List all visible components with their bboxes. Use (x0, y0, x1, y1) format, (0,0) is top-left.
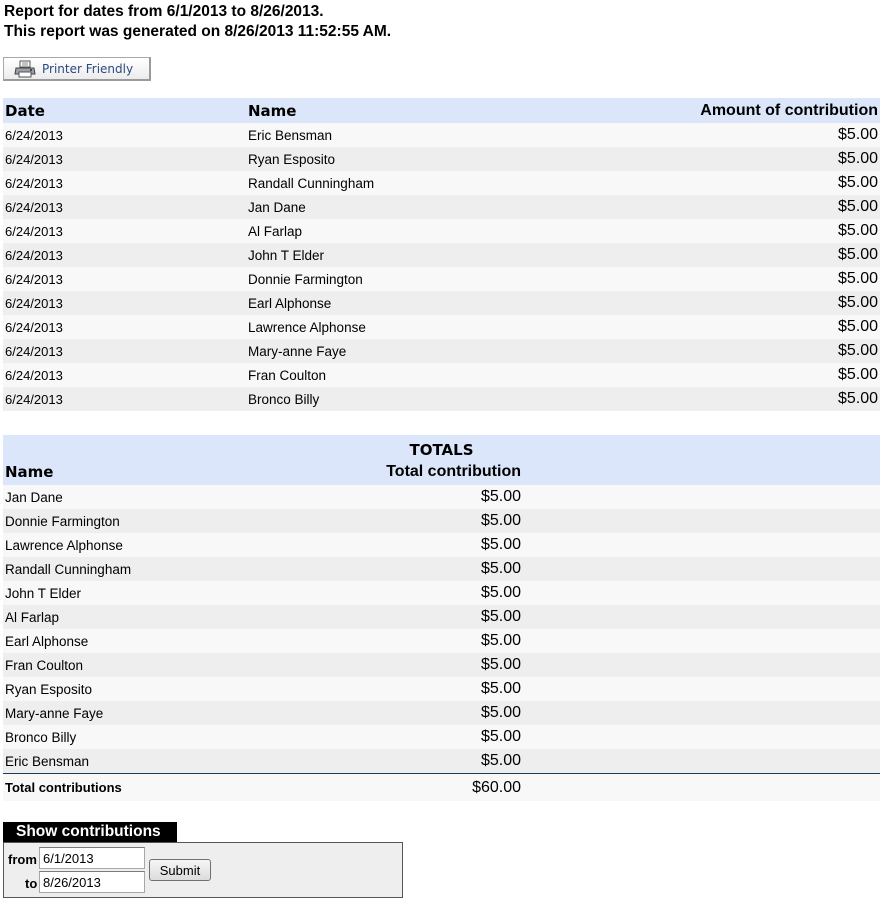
table-row (3, 171, 880, 195)
table-row (3, 387, 880, 411)
name-cell: Fran Coulton (246, 363, 511, 387)
total-cell: $5.00 (257, 605, 523, 629)
name-cell: John T Elder (3, 581, 257, 605)
column-header-spacer (523, 459, 880, 485)
total-contributions-label: Total contributions (3, 774, 257, 802)
report-table (3, 98, 880, 411)
report-header-row (3, 98, 880, 123)
table-row (3, 629, 880, 653)
spacer-cell (523, 701, 880, 725)
table-row (3, 195, 880, 219)
totals-summary-row (3, 774, 880, 802)
amount-cell: $5.00 (511, 339, 881, 363)
table-row (3, 533, 880, 557)
table-row (3, 605, 880, 629)
date-cell: 6/24/2013 (3, 123, 246, 147)
name-cell: Ryan Esposito (3, 677, 257, 701)
report-generated-time: This report was generated on 8/26/2013 11:52:55 AM. (4, 23, 392, 40)
amount-cell: $5.00 (511, 315, 881, 339)
total-cell: $5.00 (257, 701, 523, 725)
spacer-cell (523, 725, 880, 749)
total-cell: $5.00 (257, 485, 523, 509)
name-cell: Earl Alphonse (3, 629, 257, 653)
name-cell: Al Farlap (246, 219, 511, 243)
table-row (3, 509, 880, 533)
amount-cell: $5.00 (511, 267, 881, 291)
spacer-cell (523, 653, 880, 677)
table-row (3, 339, 880, 363)
amount-cell: $5.00 (511, 195, 881, 219)
column-header-total: Total contribution (257, 459, 523, 485)
spacer-cell (523, 677, 880, 701)
name-cell: Jan Dane (3, 485, 257, 509)
table-row (3, 315, 880, 339)
printer-friendly-button[interactable] (3, 57, 151, 81)
column-header-date: Date (3, 98, 246, 123)
spacer-cell (523, 749, 880, 774)
spacer-cell (523, 629, 880, 653)
spacer-cell (523, 509, 880, 533)
total-cell: $5.00 (257, 509, 523, 533)
name-cell: Earl Alphonse (246, 291, 511, 315)
to-label: to (25, 876, 38, 891)
date-cell: 6/24/2013 (3, 195, 246, 219)
table-row (3, 243, 880, 267)
date-cell: 6/24/2013 (3, 147, 246, 171)
summary-spacer (523, 774, 880, 802)
name-cell: Eric Bensman (246, 123, 511, 147)
table-row (3, 725, 880, 749)
amount-cell: $5.00 (511, 291, 881, 315)
table-row (3, 219, 880, 243)
total-cell: $5.00 (257, 629, 523, 653)
name-cell: Ryan Esposito (246, 147, 511, 171)
amount-cell: $5.00 (511, 387, 881, 411)
date-cell: 6/24/2013 (3, 171, 246, 195)
name-cell: Donnie Farmington (246, 267, 511, 291)
spacer-cell (523, 581, 880, 605)
column-header-name: Name (3, 459, 257, 485)
printer-icon (14, 60, 36, 78)
name-cell: Donnie Farmington (3, 509, 257, 533)
name-cell: Lawrence Alphonse (246, 315, 511, 339)
table-row (3, 291, 880, 315)
name-cell: Randall Cunningham (3, 557, 257, 581)
amount-cell: $5.00 (511, 219, 881, 243)
spacer-cell (523, 485, 880, 509)
spacer-cell (523, 557, 880, 581)
printer-friendly-label: Printer Friendly (42, 61, 134, 76)
table-row (3, 147, 880, 171)
name-cell: Lawrence Alphonse (3, 533, 257, 557)
date-cell: 6/24/2013 (3, 387, 246, 411)
total-cell: $5.00 (257, 653, 523, 677)
show-contributions-form (3, 842, 403, 898)
spacer-cell (523, 605, 880, 629)
name-cell: Eric Bensman (3, 749, 257, 774)
totals-header-row (3, 459, 880, 485)
table-row (3, 267, 880, 291)
column-header-amount: Amount of contribution (511, 98, 881, 123)
column-header-name: Name (246, 98, 511, 123)
date-cell: 6/24/2013 (3, 339, 246, 363)
amount-cell: $5.00 (511, 363, 881, 387)
totals-caption-row (3, 435, 880, 459)
name-cell: Randall Cunningham (246, 171, 511, 195)
from-date-input[interactable] (39, 847, 145, 869)
name-cell: Fran Coulton (3, 653, 257, 677)
show-contributions-title: Show contributions (3, 822, 177, 842)
table-row (3, 653, 880, 677)
amount-cell: $5.00 (511, 171, 881, 195)
totals-table (3, 435, 880, 801)
total-cell: $5.00 (257, 581, 523, 605)
submit-button[interactable]: Submit (149, 859, 211, 881)
from-label: from (8, 852, 37, 867)
table-row (3, 485, 880, 509)
table-row (3, 581, 880, 605)
name-cell: Bronco Billy (3, 725, 257, 749)
table-row (3, 701, 880, 725)
table-row (3, 557, 880, 581)
report-header (4, 2, 391, 42)
spacer-cell (523, 533, 880, 557)
table-row (3, 749, 880, 774)
table-row (3, 123, 880, 147)
table-row (3, 677, 880, 701)
date-cell: 6/24/2013 (3, 219, 246, 243)
totals-caption: TOTALS (3, 435, 880, 459)
amount-cell: $5.00 (511, 123, 881, 147)
total-cell: $5.00 (257, 557, 523, 581)
name-cell: Jan Dane (246, 195, 511, 219)
total-cell: $5.00 (257, 749, 523, 774)
amount-cell: $5.00 (511, 243, 881, 267)
table-row (3, 363, 880, 387)
total-contributions-value: $60.00 (257, 774, 523, 802)
date-cell: 6/24/2013 (3, 363, 246, 387)
date-cell: 6/24/2013 (3, 267, 246, 291)
name-cell: Mary-anne Faye (246, 339, 511, 363)
name-cell: John T Elder (246, 243, 511, 267)
total-cell: $5.00 (257, 725, 523, 749)
report-date-range: Report for dates from 6/1/2013 to 8/26/2013. (4, 3, 324, 20)
to-date-input[interactable] (39, 871, 145, 893)
date-cell: 6/24/2013 (3, 243, 246, 267)
date-cell: 6/24/2013 (3, 315, 246, 339)
name-cell: Mary-anne Faye (3, 701, 257, 725)
name-cell: Bronco Billy (246, 387, 511, 411)
total-cell: $5.00 (257, 677, 523, 701)
total-cell: $5.00 (257, 533, 523, 557)
amount-cell: $5.00 (511, 147, 881, 171)
date-cell: 6/24/2013 (3, 291, 246, 315)
name-cell: Al Farlap (3, 605, 257, 629)
